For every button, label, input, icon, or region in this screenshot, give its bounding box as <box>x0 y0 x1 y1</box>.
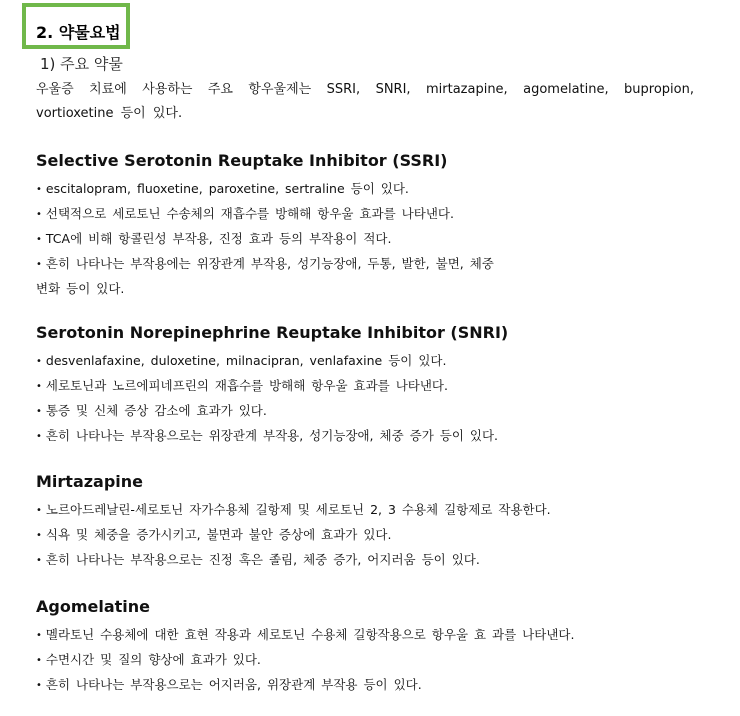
drug-heading: Agomelatine <box>36 597 151 616</box>
list-item: • 수면시간 및 질의 향상에 효과가 있다. <box>36 652 261 667</box>
list-item: • 흔히 나타나는 부작용으로는 어지러움, 위장관계 부작용 등이 있다. <box>36 677 422 692</box>
bullet-icon: • <box>36 555 42 566</box>
list-item: • 노르아드레날린-세로토닌 자가수용체 길항제 및 세로토닌 2, 3 수용체 길항제로 작용한다. <box>36 502 551 517</box>
list-item: • 통증 및 신체 증상 감소에 효과가 있다. <box>36 403 267 418</box>
bullet-icon: • <box>36 655 42 666</box>
bullet-icon: • <box>36 530 42 541</box>
drug-heading: Serotonin Norepinephrine Reuptake Inhibitor (SNRI) <box>36 323 509 342</box>
drug-section-agomelatine <box>36 596 696 698</box>
bullet-icon: • <box>36 356 42 367</box>
drug-heading: Mirtazapine <box>36 472 144 491</box>
bullet-list <box>36 623 696 698</box>
bullet-list <box>36 498 696 573</box>
list-item: • 선택적으로 세로토닌 수송체의 재흡수를 방해해 항우울 효과를 나타낸다. <box>36 206 454 221</box>
bullet-list <box>36 349 696 449</box>
bullet-icon: • <box>36 680 42 691</box>
drug-heading: Selective Serotonin Reuptake Inhibitor (SSRI) <box>36 151 448 170</box>
list-item: • escitalopram, fluoxetine, paroxetine, sertraline 등이 있다. <box>36 181 409 196</box>
list-item: • 흔히 나타나는 부작용으로는 진정 혹은 졸림, 체중 증가, 어지러움 등이 있다. <box>36 552 480 567</box>
bullet-icon: • <box>36 431 42 442</box>
bullet-icon: • <box>36 259 42 270</box>
drug-section-ssri <box>36 150 696 301</box>
drug-section-mirtazapine <box>36 471 696 573</box>
bullet-icon: • <box>36 209 42 220</box>
list-item: • desvenlafaxine, duloxetine, milnacipran, venlafaxine 등이 있다. <box>36 353 447 368</box>
list-item: • 세로토닌과 노르에피네프린의 재흡수를 방해해 항우울 효과를 나타낸다. <box>36 378 448 393</box>
bullet-icon: • <box>36 234 42 245</box>
subsection-heading: 1) 주요 약물 <box>40 55 123 73</box>
list-item: • 식욕 및 체중을 증가시키고, 불면과 불안 증상에 효과가 있다. <box>36 527 392 542</box>
list-item: • 흔히 나타나는 부작용으로는 위장관계 부작용, 성기능장애, 체중 증가 등이 있다. <box>36 428 498 443</box>
bullet-icon: • <box>36 630 42 641</box>
section-title: 2. 약물요법 <box>36 23 121 42</box>
intro-paragraph: 우울증 치료에 사용하는 주요 항우울제는 SSRI, SNRI, mirtazapine, agomelatine, bupropion, vortioxetine 등이 있다. <box>36 82 694 121</box>
bullet-icon: • <box>36 184 42 195</box>
list-item: • 흔히 나타나는 부작용에는 위장관계 부작용, 성기능장애, 두통, 발한, 불면, 체중 변화 등이 있다. <box>36 256 494 296</box>
list-item: • 멜라토닌 수용체에 대한 효현 작용과 세로토닌 수용체 길항작용으로 항우울 효 과를 나타낸다. <box>36 627 575 642</box>
bullet-icon: • <box>36 381 42 392</box>
bullet-icon: • <box>36 406 42 417</box>
drug-section-snri <box>36 322 696 449</box>
list-item: • TCA에 비해 항콜린성 부작용, 진정 효과 등의 부작용이 적다. <box>36 231 392 246</box>
bullet-list <box>36 177 696 301</box>
bullet-icon: • <box>36 505 42 516</box>
